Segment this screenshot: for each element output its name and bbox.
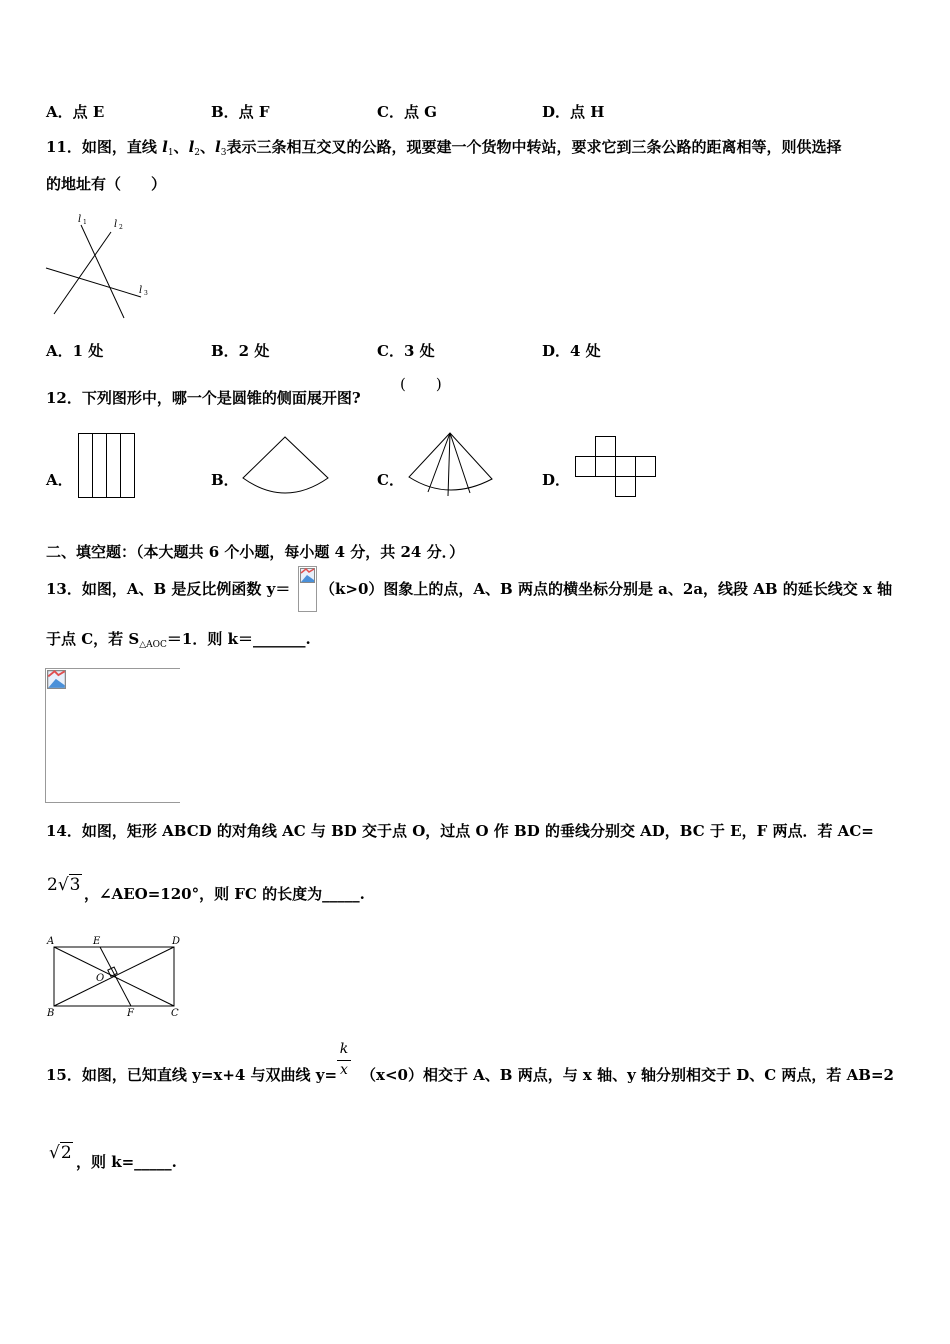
q14-label-d: D — [172, 936, 181, 947]
q14-label-c: C — [171, 1008, 179, 1019]
q15-line2: ，则 k=_____. — [76, 1153, 177, 1171]
broken-image-icon — [300, 568, 315, 583]
q14-figure — [45, 934, 185, 1020]
q14-line1: 14．如图，矩形 ABCD 的对角线 AC 与 BD 交于点 O，过点 O 作 BD 的垂线分别交 AD，BC 于 E，F 两点．若 AC= — [46, 822, 874, 840]
q10-option-d: D．点 H — [542, 103, 605, 121]
q13-formula-image — [298, 566, 317, 612]
q11-option-b: B．2 处 — [211, 342, 270, 360]
q12-label-c: C． — [377, 471, 404, 489]
svg-text:1: 1 — [83, 219, 87, 226]
q11-figure — [44, 210, 156, 325]
q12-paren: ( ) — [400, 375, 442, 393]
broken-image-icon — [47, 670, 66, 689]
q11-option-c: C．3 处 — [377, 342, 435, 360]
q14-line2: ，∠AEO=120°，则 FC 的长度为_____. — [84, 885, 365, 903]
q15-frac-den: x — [340, 1062, 348, 1078]
q14-label-b: B — [47, 1008, 55, 1019]
q11-option-a: A．1 处 — [46, 342, 104, 360]
q12-label-a: A． — [46, 471, 73, 489]
q12-stem: 12．下列图形中，哪一个是圆锥的侧面展开图? — [46, 389, 361, 407]
q10-option-a: A．点 E — [46, 103, 105, 121]
q11-label-l1: l — [78, 214, 82, 225]
q15-line1-b: （x<0）相交于 A、B 两点，与 x 轴、y 轴分别相交于 D、C 两点，若 AB=2 — [361, 1066, 894, 1084]
q15-fraction — [337, 1040, 351, 1079]
q11-stem-line1: 11．如图，直线 $l_1$、$l_2$、$l_3$表示三条相互交叉的公路，现要建一个货物中转站，要求它到三条公路的距离相等，则供选择 — [46, 138, 842, 158]
q12-figure-c — [408, 432, 494, 498]
svg-text:2: 2 — [119, 224, 123, 231]
q13-figure-image — [45, 668, 180, 803]
q13-line1-b: （k>0）图象上的点，A、B 两点的横坐标分别是 a、2a，线段 AB 的延长线交 x 轴 — [320, 580, 893, 598]
q10-option-c: C．点 G — [377, 103, 437, 121]
q11-label-l2: l — [114, 219, 118, 230]
q12-figure-d — [575, 436, 659, 500]
q11-stem-line2: 的地址有（ ） — [46, 175, 167, 193]
q14-label-a: A — [47, 936, 55, 947]
q12-figure-a — [78, 433, 136, 499]
q14-label-e: E — [93, 936, 101, 947]
q13-line1-a: 13．如图，A、B 是反比例函数 y＝ — [46, 580, 291, 598]
q14-radical: 2√3 — [47, 875, 81, 895]
q15-radical: √2 — [49, 1143, 72, 1163]
q10-option-b: B．点 F — [211, 103, 270, 121]
q12-label-d: D． — [542, 471, 571, 489]
q13-line2: 于点 C，若 $S_{\triangle AOC}=1$．则 k＝_______. — [46, 630, 311, 650]
svg-text:3: 3 — [144, 290, 148, 297]
q11-label-l3: l — [139, 285, 143, 296]
q11-option-d: D．4 处 — [542, 342, 601, 360]
q14-label-f: F — [127, 1008, 134, 1019]
q15-line1-a: 15．如图，已知直线 y=x+4 与双曲线 y= — [46, 1066, 338, 1084]
section2-heading: 二、填空题：（本大题共 6 个小题，每小题 4 分，共 24 分．） — [46, 543, 465, 561]
q15-frac-num: k — [339, 1041, 349, 1057]
q12-label-b: B． — [211, 471, 239, 489]
q14-label-o: O — [96, 973, 105, 984]
q12-figure-b — [242, 436, 330, 498]
